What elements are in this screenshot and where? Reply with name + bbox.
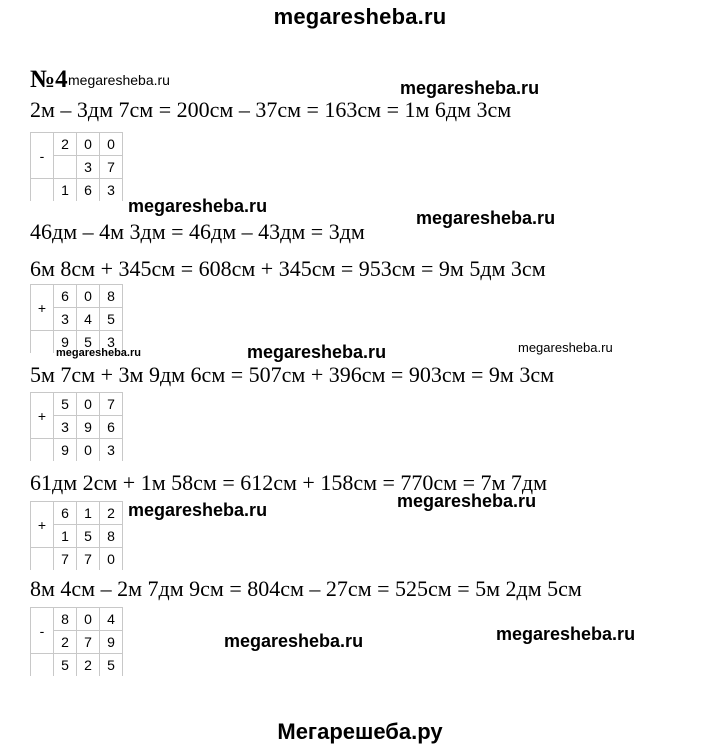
operation-sign: - bbox=[31, 133, 54, 179]
digit: 2 bbox=[77, 654, 100, 677]
watermark: megaresheba.ru bbox=[56, 347, 141, 359]
site-footer: Мегарешеба.ру bbox=[277, 719, 443, 744]
digit: 7 bbox=[54, 548, 77, 571]
digit: 6 bbox=[54, 285, 77, 308]
digit: 3 bbox=[100, 439, 123, 462]
digit: 0 bbox=[100, 133, 123, 156]
digit: 6 bbox=[77, 179, 100, 202]
digit: 3 bbox=[100, 179, 123, 202]
digit: 0 bbox=[77, 608, 100, 631]
digit: 0 bbox=[77, 439, 100, 462]
equation-2: 46дм – 4м 3дм = 46дм – 43дм = 3дм bbox=[30, 219, 365, 244]
column-calculation-1 bbox=[30, 132, 123, 201]
digit: 4 bbox=[100, 608, 123, 631]
empty-cell bbox=[31, 439, 54, 462]
digit: 9 bbox=[54, 439, 77, 462]
watermark: megaresheba.ru bbox=[247, 342, 387, 362]
digit: 0 bbox=[77, 133, 100, 156]
digit bbox=[54, 156, 77, 179]
operation-sign: - bbox=[31, 608, 54, 654]
digit: 5 bbox=[100, 308, 123, 331]
digit: 6 bbox=[54, 502, 77, 525]
digit: 5 bbox=[54, 393, 77, 416]
watermark: megaresheba.ru bbox=[496, 624, 636, 644]
task-number: №4 bbox=[30, 66, 68, 93]
digit: 5 bbox=[77, 525, 100, 548]
equation-6: 8м 4см – 2м 7дм 9см = 804см – 27см = 525см = 5м 2дм 5см bbox=[30, 576, 582, 601]
digit: 0 bbox=[100, 548, 123, 571]
digit: 8 bbox=[100, 525, 123, 548]
digit: 0 bbox=[77, 393, 100, 416]
watermark: megaresheba.ru bbox=[68, 72, 170, 88]
equation-4: 5м 7см + 3м 9дм 6см = 507см + 396см = 903см = 9м 3см bbox=[30, 362, 555, 387]
operation-sign: + bbox=[31, 393, 54, 439]
digit: 1 bbox=[54, 525, 77, 548]
site-header: megaresheba.ru bbox=[273, 4, 447, 29]
watermark: megaresheba.ru bbox=[128, 196, 268, 216]
digit: 7 bbox=[100, 393, 123, 416]
equation-3: 6м 8см + 345см = 608см + 345см = 953см = 9м 5дм 3см bbox=[30, 256, 546, 281]
digit: 7 bbox=[77, 631, 100, 654]
digit: 2 bbox=[54, 133, 77, 156]
empty-cell bbox=[31, 179, 54, 202]
digit: 5 bbox=[54, 654, 77, 677]
digit: 9 bbox=[77, 416, 100, 439]
digit: 6 bbox=[100, 416, 123, 439]
digit: 7 bbox=[77, 548, 100, 571]
digit: 5 bbox=[77, 331, 100, 354]
digit: 2 bbox=[100, 502, 123, 525]
watermark: megaresheba.ru bbox=[224, 631, 364, 651]
digit: 9 bbox=[100, 631, 123, 654]
watermark: megaresheba.ru bbox=[518, 340, 613, 355]
digit: 3 bbox=[100, 331, 123, 354]
digit: 8 bbox=[54, 608, 77, 631]
operation-sign: + bbox=[31, 502, 54, 548]
digit: 2 bbox=[54, 631, 77, 654]
equation-1: 2м – 3дм 7см = 200см – 37см = 163см = 1м 6дм 3см bbox=[30, 97, 512, 122]
empty-cell bbox=[31, 654, 54, 677]
watermark: megaresheba.ru bbox=[397, 491, 537, 511]
watermark: megaresheba.ru bbox=[416, 208, 556, 228]
digit: 3 bbox=[77, 156, 100, 179]
column-calculation-3 bbox=[30, 392, 123, 461]
watermark: megaresheba.ru bbox=[400, 78, 540, 98]
digit: 8 bbox=[100, 285, 123, 308]
empty-cell bbox=[31, 548, 54, 571]
watermark: megaresheba.ru bbox=[128, 500, 268, 520]
column-calculation-2 bbox=[30, 284, 123, 353]
column-calculation-4 bbox=[30, 501, 123, 570]
digit: 9 bbox=[54, 331, 77, 354]
digit: 0 bbox=[77, 285, 100, 308]
digit: 7 bbox=[100, 156, 123, 179]
digit: 1 bbox=[54, 179, 77, 202]
empty-cell bbox=[31, 331, 54, 354]
digit: 3 bbox=[54, 308, 77, 331]
digit: 1 bbox=[77, 502, 100, 525]
digit: 5 bbox=[100, 654, 123, 677]
equation-5: 61дм 2см + 1м 58см = 612см + 158см = 770см = 7м 7дм bbox=[30, 470, 548, 495]
column-calculation-5 bbox=[30, 607, 123, 676]
digit: 3 bbox=[54, 416, 77, 439]
operation-sign: + bbox=[31, 285, 54, 331]
digit: 4 bbox=[77, 308, 100, 331]
